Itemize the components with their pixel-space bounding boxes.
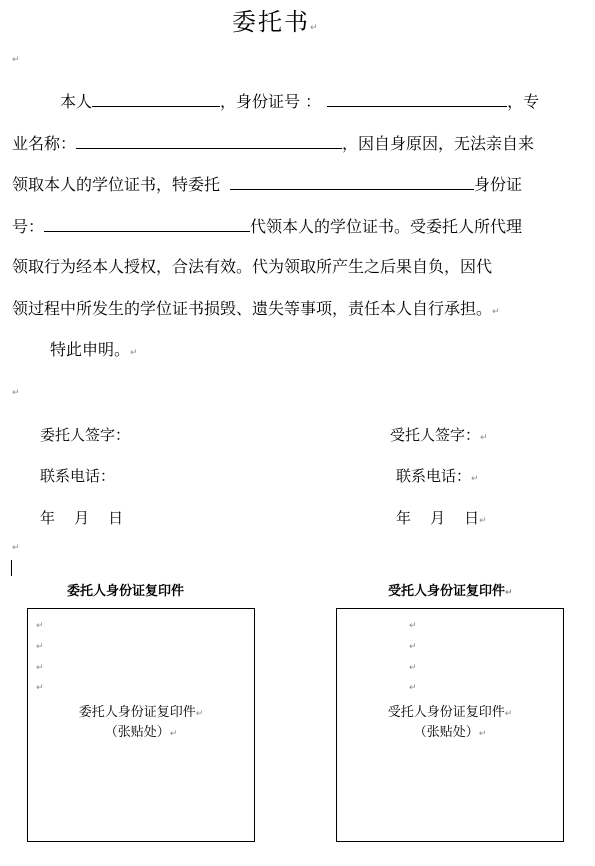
paragraph-mark-icon: ↵ xyxy=(195,709,204,719)
paragraph-mark-icon: ↵ xyxy=(36,642,44,652)
right-phone-label: 联系电话： xyxy=(396,467,472,485)
left-id-heading: 委托人身份证复印件 xyxy=(67,584,185,599)
paragraph-mark-icon: ↵ xyxy=(130,348,138,358)
text-self: 本人 xyxy=(60,92,93,111)
body-line-1 xyxy=(60,90,539,112)
statement-line xyxy=(50,340,138,363)
text-authorization: 领取行为经本人授权，合法有效。代为领取所产生之后果自负，因代 xyxy=(12,257,493,276)
paragraph-mark-icon: ↵ xyxy=(36,621,44,631)
paragraph-mark-icon: ↵ xyxy=(409,663,417,673)
statement-text: 特此申明。 xyxy=(50,340,131,359)
left-box-label: 委托人身份证复印件 xyxy=(78,705,196,720)
right-date-label: 年 月 日 xyxy=(396,509,480,527)
left-box-line-2 xyxy=(28,721,254,740)
paragraph-mark-icon: ↵ xyxy=(478,729,487,739)
paragraph-mark-icon: ↵ xyxy=(310,23,320,33)
paragraph-mark-icon: ↵ xyxy=(409,642,417,652)
right-box-label: 受托人身份证复印件 xyxy=(387,705,505,720)
right-box-paste-note: （张贴处） xyxy=(413,725,479,740)
right-box-line-2 xyxy=(337,721,563,740)
right-id-heading-line xyxy=(388,580,513,599)
text-id-label-end: 号： xyxy=(12,217,45,236)
paragraph-mark-icon: ↵ xyxy=(504,709,513,719)
text-responsibility: 领过程中所发生的学位证书损毁、遗失等事项，责任本人自行承担。 xyxy=(12,299,493,318)
name-blank-field[interactable] xyxy=(92,90,220,107)
paragraph-mark-icon: ↵ xyxy=(479,516,487,526)
text-major-label: 业名称： xyxy=(12,134,77,153)
left-phone-label: 联系电话： xyxy=(40,467,116,485)
trustee-name-blank-field[interactable] xyxy=(230,173,474,190)
body-line-5 xyxy=(12,257,492,277)
paragraph-mark-icon: ↵ xyxy=(492,307,500,317)
right-box-line-1 xyxy=(337,701,563,720)
right-sign-label: 受托人签字： xyxy=(390,426,481,444)
right-id-heading: 受托人身份证复印件 xyxy=(388,584,506,599)
title-text: 委托书 xyxy=(232,8,310,36)
text-id-label: 身份证 xyxy=(474,175,523,194)
paragraph-mark-icon: ↵ xyxy=(36,663,44,673)
paragraph-mark-icon: ↵ xyxy=(409,621,417,631)
paragraph-mark-icon: ↵ xyxy=(480,433,488,443)
right-date-line xyxy=(396,507,487,528)
paragraph-mark-icon: ↵ xyxy=(36,683,44,693)
paragraph-mark-icon: ↵ xyxy=(471,474,479,484)
text-major-start: ，专 xyxy=(507,92,540,111)
paragraph-mark-icon: ↵ xyxy=(12,543,20,553)
text-id-number-label: ，身份证号 ： xyxy=(220,92,322,111)
paragraph-mark-icon: ↵ xyxy=(169,729,178,739)
text-collect: 代领本人的学位证书。受委托人所代理 xyxy=(250,217,523,236)
id-number-blank-field[interactable] xyxy=(327,90,507,107)
body-line-3 xyxy=(12,173,522,195)
text-entrust: 领取本人的学位证书，特委托 xyxy=(12,175,221,194)
text-cursor xyxy=(11,560,12,576)
paragraph-mark-icon: ↵ xyxy=(12,55,20,65)
left-id-paste-box[interactable] xyxy=(27,608,255,842)
left-box-paste-note: （张贴处） xyxy=(104,725,170,740)
text-reason: ，因自身原因，无法亲自来 xyxy=(342,134,535,153)
trustee-id-blank-field[interactable] xyxy=(44,215,250,232)
right-phone-line xyxy=(396,465,479,486)
body-line-6 xyxy=(12,299,500,322)
paragraph-mark-icon: ↵ xyxy=(12,388,20,398)
left-sign-label: 委托人签字： xyxy=(40,426,131,444)
paragraph-mark-icon: ↵ xyxy=(505,588,513,598)
body-line-2 xyxy=(12,132,534,154)
left-box-line-1 xyxy=(28,701,254,720)
left-date-label: 年 月 日 xyxy=(40,509,124,527)
body-line-4 xyxy=(12,215,522,237)
major-blank-field[interactable] xyxy=(76,132,342,149)
right-id-paste-box[interactable] xyxy=(336,608,564,842)
paragraph-mark-icon: ↵ xyxy=(409,683,417,693)
right-sign-line xyxy=(390,424,488,445)
document-title xyxy=(232,2,320,37)
